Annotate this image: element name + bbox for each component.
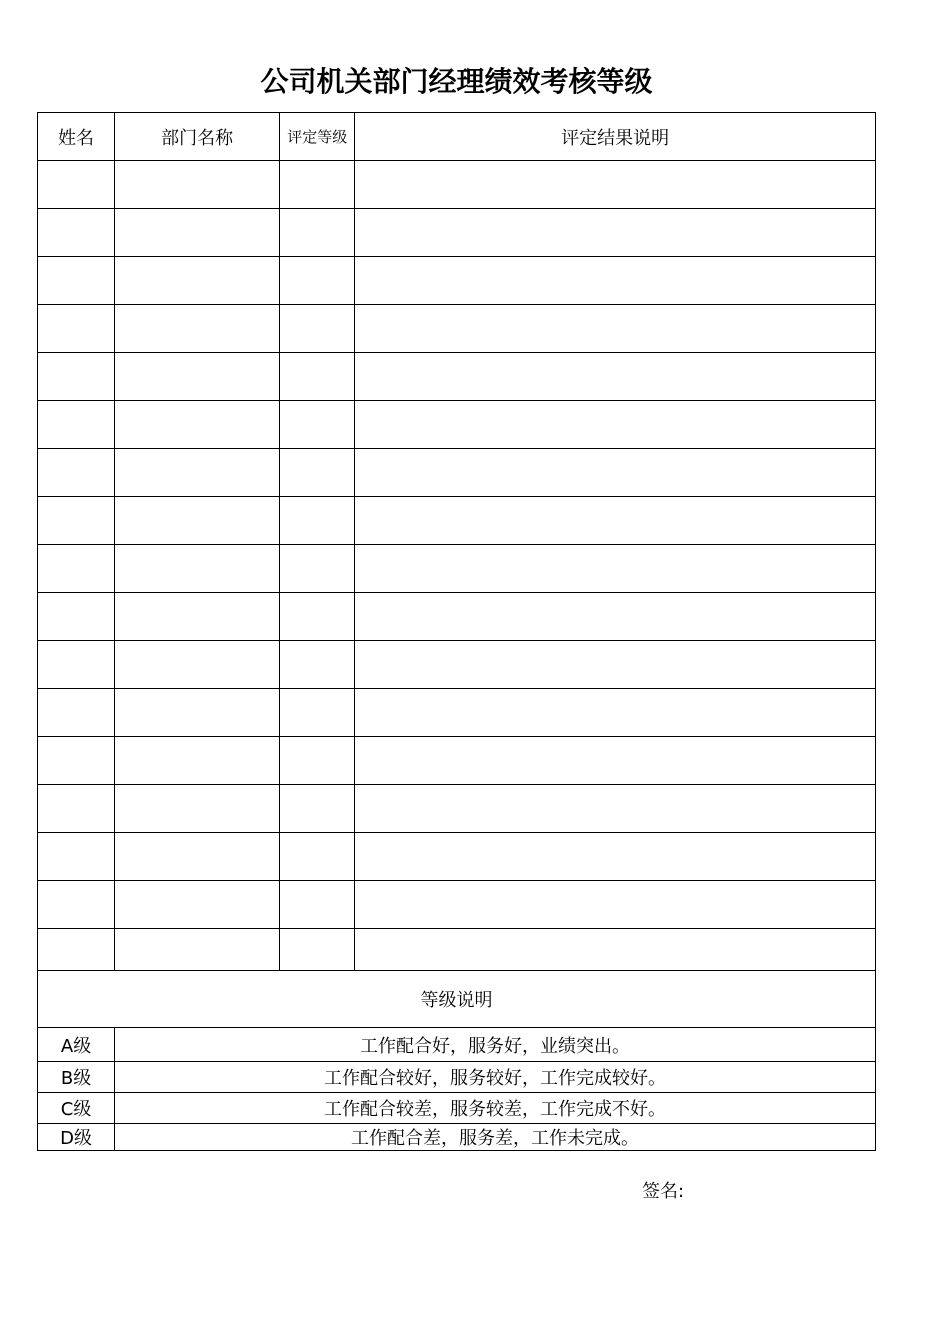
table-row	[38, 785, 876, 833]
department-cell[interactable]	[115, 593, 280, 641]
grade-cell[interactable]	[280, 353, 355, 401]
result-cell[interactable]	[355, 833, 876, 881]
grade-cell[interactable]	[280, 689, 355, 737]
header-name: 姓名	[38, 113, 115, 161]
department-cell[interactable]	[115, 497, 280, 545]
grade-cell[interactable]	[280, 401, 355, 449]
name-cell[interactable]	[38, 305, 115, 353]
result-cell[interactable]	[355, 305, 876, 353]
header-department: 部门名称	[115, 113, 280, 161]
department-cell[interactable]	[115, 209, 280, 257]
department-cell[interactable]	[115, 161, 280, 209]
name-cell[interactable]	[38, 161, 115, 209]
result-cell[interactable]	[355, 545, 876, 593]
page-title: 公司机关部门经理绩效考核等级	[260, 65, 653, 98]
result-cell[interactable]	[355, 785, 876, 833]
name-cell[interactable]	[38, 449, 115, 497]
result-cell[interactable]	[355, 209, 876, 257]
grade-cell[interactable]	[280, 737, 355, 785]
result-cell[interactable]	[355, 737, 876, 785]
grade-cell[interactable]	[280, 305, 355, 353]
table-row	[38, 353, 876, 401]
department-cell[interactable]	[115, 305, 280, 353]
grade-cell[interactable]	[280, 641, 355, 689]
name-cell[interactable]	[38, 209, 115, 257]
result-cell[interactable]	[355, 353, 876, 401]
result-cell[interactable]	[355, 929, 876, 971]
table-row	[38, 257, 876, 305]
department-cell[interactable]	[115, 449, 280, 497]
name-cell[interactable]	[38, 401, 115, 449]
department-cell[interactable]	[115, 737, 280, 785]
name-cell[interactable]	[38, 689, 115, 737]
grade-cell[interactable]	[280, 785, 355, 833]
name-cell[interactable]	[38, 785, 115, 833]
result-cell[interactable]	[355, 257, 876, 305]
table-row	[38, 737, 876, 785]
grade-cell[interactable]	[280, 257, 355, 305]
table-row	[38, 833, 876, 881]
result-cell[interactable]	[355, 881, 876, 929]
name-cell[interactable]	[38, 593, 115, 641]
legend-description: 工作配合较好，服务较好，工作完成较好。	[115, 1062, 876, 1093]
grade-cell[interactable]	[280, 449, 355, 497]
table-row	[38, 593, 876, 641]
result-cell[interactable]	[355, 641, 876, 689]
grade-cell[interactable]	[280, 881, 355, 929]
legend-row	[38, 1124, 876, 1151]
name-cell[interactable]	[38, 881, 115, 929]
legend-title-row	[38, 971, 876, 1028]
name-cell[interactable]	[38, 929, 115, 971]
result-cell[interactable]	[355, 161, 876, 209]
result-cell[interactable]	[355, 689, 876, 737]
legend-grade: A级	[38, 1028, 115, 1062]
name-cell[interactable]	[38, 833, 115, 881]
signature-label: 签名:	[642, 1181, 685, 1202]
legend-description: 工作配合较差，服务较差，工作完成不好。	[115, 1093, 876, 1124]
grade-cell[interactable]	[280, 497, 355, 545]
table-row	[38, 929, 876, 971]
department-cell[interactable]	[115, 929, 280, 971]
grade-cell[interactable]	[280, 929, 355, 971]
grade-cell[interactable]	[280, 833, 355, 881]
legend-grade: B级	[38, 1062, 115, 1093]
header-result: 评定结果说明	[355, 113, 876, 161]
table-row	[38, 161, 876, 209]
legend-title: 等级说明	[38, 971, 876, 1028]
table-row	[38, 641, 876, 689]
name-cell[interactable]	[38, 641, 115, 689]
result-cell[interactable]	[355, 449, 876, 497]
table-row	[38, 545, 876, 593]
grade-cell[interactable]	[280, 593, 355, 641]
table-row	[38, 497, 876, 545]
legend-row	[38, 1062, 876, 1093]
name-cell[interactable]	[38, 353, 115, 401]
department-cell[interactable]	[115, 401, 280, 449]
department-cell[interactable]	[115, 833, 280, 881]
table-header-row	[38, 113, 876, 161]
result-cell[interactable]	[355, 497, 876, 545]
legend-description: 工作配合好，服务好，业绩突出。	[115, 1028, 876, 1062]
evaluation-table	[37, 112, 876, 1151]
table-row	[38, 401, 876, 449]
name-cell[interactable]	[38, 545, 115, 593]
department-cell[interactable]	[115, 689, 280, 737]
grade-cell[interactable]	[280, 161, 355, 209]
legend-description: 工作配合差，服务差，工作未完成。	[115, 1124, 876, 1151]
legend-grade: D级	[38, 1124, 115, 1151]
grade-cell[interactable]	[280, 545, 355, 593]
legend-grade: C级	[38, 1093, 115, 1124]
department-cell[interactable]	[115, 257, 280, 305]
name-cell[interactable]	[38, 497, 115, 545]
department-cell[interactable]	[115, 545, 280, 593]
legend-row	[38, 1093, 876, 1124]
legend-row	[38, 1028, 876, 1062]
table-row	[38, 305, 876, 353]
table-row	[38, 689, 876, 737]
department-cell[interactable]	[115, 353, 280, 401]
result-cell[interactable]	[355, 401, 876, 449]
table-row	[38, 449, 876, 497]
name-cell[interactable]	[38, 737, 115, 785]
result-cell[interactable]	[355, 593, 876, 641]
grade-cell[interactable]	[280, 209, 355, 257]
department-cell[interactable]	[115, 881, 280, 929]
table-row	[38, 881, 876, 929]
name-cell[interactable]	[38, 257, 115, 305]
table-row	[38, 209, 876, 257]
department-cell[interactable]	[115, 785, 280, 833]
header-grade: 评定等级	[280, 113, 355, 161]
department-cell[interactable]	[115, 641, 280, 689]
